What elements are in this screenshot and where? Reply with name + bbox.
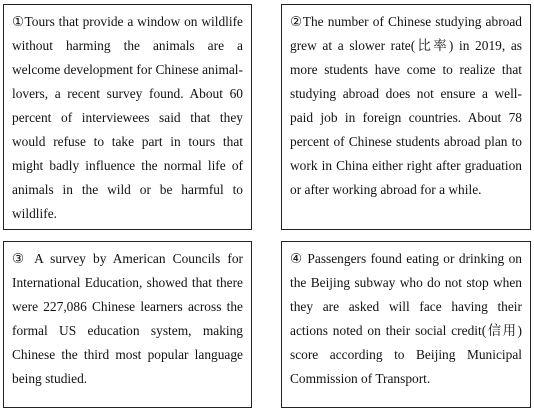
passage-box-3	[3, 241, 252, 408]
passage-text-1: ①Tours that provide a window on wildlife without harming the animals are a welcome development for Chinese animal-lovers, a recent survey found. About 60 percent of interviewees said that they would refuse to take part in tours that might badly influence the normal life of animals in the wild or be harmful to wildlife.	[12, 14, 243, 221]
passage-text-3: ③ A survey by American Councils for International Education, showed that there were 227,086 Chinese learners across the formal US education system, making Chinese the third most popular language being studied.	[12, 251, 243, 386]
passage-text-2: ②The number of Chinese studying abroad grew at a slower rate(比率) in 2019, as more students have come to realize that studying abroad does not ensure a well-paid job in foreign countries. About 78 percent of Chinese students abroad plan to work in China either right after graduation or after working abroad for a while.	[290, 14, 522, 197]
passage-box-4	[281, 241, 531, 408]
passage-box-2	[281, 4, 531, 230]
passage-text-4: ④ Passengers found eating or drinking on the Beijing subway who do not stop when they are asked will face having their actions noted on their social credit(信用) score according to Beijing Municipal Commission of Transport.	[290, 251, 522, 386]
passage-box-1	[3, 4, 252, 230]
